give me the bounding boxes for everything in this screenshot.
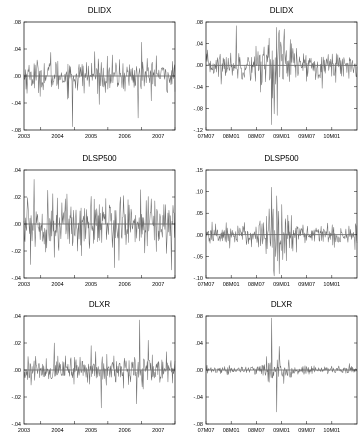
y-tick-label: -.04: [193, 84, 203, 91]
chart-title: DLXR: [270, 300, 293, 309]
y-tick-label: .04: [195, 41, 203, 48]
x-tick-label: 07M07: [197, 134, 215, 140]
y-tick-label: .04: [195, 341, 203, 347]
y-tick-label: -.04: [11, 422, 21, 428]
x-tick-label: 2004: [51, 282, 64, 288]
x-tick-label: 2004: [51, 134, 64, 140]
series-line: [24, 179, 175, 269]
y-tick-label: -.04: [11, 276, 21, 282]
x-tick-label: 09M01: [273, 134, 290, 140]
chart-svg: [2, 150, 180, 294]
y-tick-label: .00: [13, 222, 21, 228]
x-tick-label: 2003: [17, 428, 31, 434]
x-tick-label: 09M01: [273, 282, 290, 288]
x-tick-label: 08M07: [247, 282, 265, 288]
x-tick-label: 07M07: [197, 282, 215, 288]
chart-title: DLIDX: [269, 6, 294, 15]
x-tick-label: 2005: [84, 428, 98, 434]
x-tick-label: 08M01: [222, 134, 240, 140]
y-tick-label: .08: [195, 20, 203, 26]
x-tick-label: 2007: [152, 134, 165, 140]
y-tick-label: .00: [195, 63, 203, 70]
x-tick-label: 08M07: [247, 428, 265, 434]
y-tick-label: .00: [13, 74, 21, 80]
chart-title: DLSP500: [264, 154, 299, 163]
x-tick-label: 08M01: [222, 428, 240, 434]
x-tick-label: 2006: [118, 134, 131, 140]
chart-title: DLIDX: [87, 6, 112, 15]
y-tick-label: .00: [195, 232, 203, 239]
x-tick-label: 2003: [17, 282, 31, 288]
series-line: [206, 187, 357, 276]
y-tick-label: .04: [13, 47, 21, 53]
y-tick-label: -.10: [193, 276, 203, 282]
x-tick-label: 2005: [84, 134, 98, 140]
x-tick-label: 10M01: [323, 282, 341, 288]
series-line: [24, 320, 175, 408]
chart-title: DLSP500: [82, 154, 117, 163]
y-tick-label: -.02: [11, 249, 21, 255]
y-tick-label: -.04: [193, 395, 203, 401]
y-tick-label: -.02: [11, 395, 21, 401]
y-tick-label: -.08: [193, 422, 203, 428]
x-tick-label: 07M07: [197, 428, 215, 434]
plot-frame: [206, 22, 357, 130]
x-tick-label: 08M01: [222, 282, 240, 288]
y-tick-label: -.04: [11, 101, 21, 107]
chart-svg: [184, 150, 362, 294]
y-tick-label: -.05: [193, 254, 203, 261]
y-tick-label: .04: [13, 168, 21, 174]
x-tick-label: 2007: [152, 428, 165, 434]
chart-panel: [184, 2, 362, 146]
x-tick-label: 2006: [118, 428, 131, 434]
y-tick-label: -.08: [11, 128, 21, 134]
y-tick-label: .02: [13, 195, 21, 201]
x-tick-label: 2004: [51, 428, 64, 434]
x-tick-label: 2005: [84, 282, 98, 288]
y-tick-label: .05: [195, 211, 203, 218]
y-tick-label: -.08: [193, 106, 203, 113]
chart-panel: [2, 150, 180, 294]
x-tick-label: 09M07: [298, 134, 316, 140]
chart-panel: [184, 150, 362, 294]
x-tick-label: 09M07: [298, 428, 316, 434]
y-tick-label: -.12: [193, 128, 203, 134]
y-tick-label: .08: [13, 20, 21, 26]
y-tick-label: .08: [195, 314, 203, 320]
y-tick-label: .04: [13, 314, 21, 320]
x-tick-label: 2007: [152, 282, 165, 288]
series-line: [24, 42, 175, 126]
chart-panel: [2, 296, 180, 440]
chart-svg: [184, 2, 362, 146]
chart-svg: [2, 296, 180, 440]
series-line: [206, 26, 357, 125]
x-tick-label: 2006: [118, 282, 131, 288]
series-line: [206, 318, 357, 412]
chart-title: DLXR: [88, 300, 111, 309]
chart-panel: [2, 2, 180, 146]
chart-svg: [184, 296, 362, 440]
y-tick-label: .02: [13, 341, 21, 347]
y-tick-label: .15: [195, 168, 203, 174]
x-tick-label: 10M01: [323, 134, 341, 140]
x-tick-label: 09M01: [273, 428, 290, 434]
y-tick-label: .00: [13, 368, 21, 374]
y-tick-label: .10: [195, 189, 203, 196]
chart-panel: [184, 296, 362, 440]
chart-svg: [2, 2, 180, 146]
x-tick-label: 09M07: [298, 282, 316, 288]
x-tick-label: 2003: [17, 134, 31, 140]
x-tick-label: 10M01: [323, 428, 341, 434]
y-tick-label: .00: [195, 368, 203, 374]
x-tick-label: 08M07: [247, 134, 265, 140]
